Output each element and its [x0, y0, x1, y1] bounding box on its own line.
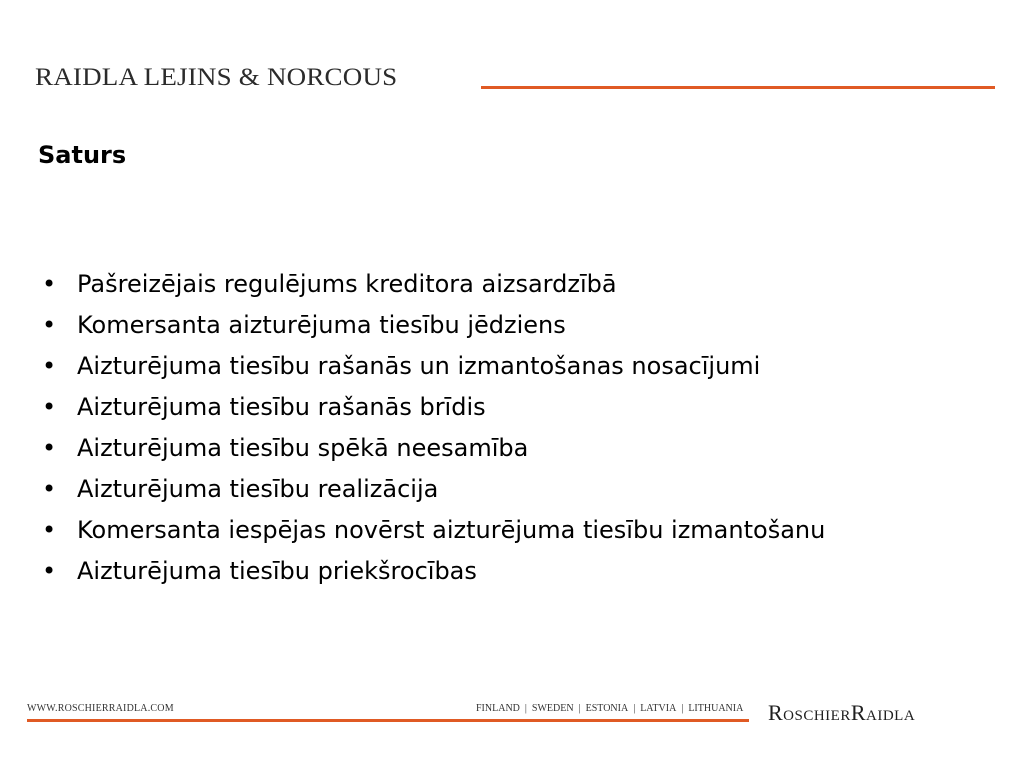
footer-url[interactable]: WWW.ROSCHIERRAIDLA.COM: [27, 703, 174, 714]
footer-countries: FINLAND | SWEDEN | ESTONIA | LATVIA | LITHUANIA: [476, 703, 744, 714]
list-item-text: Aizturējuma tiesību rašanās un izmantošanas nosacījumi: [77, 352, 761, 380]
list-item: [38, 514, 918, 547]
list-item: [38, 391, 918, 424]
country-label: SWEDEN: [531, 703, 574, 714]
list-item-text: Aizturējuma tiesību rašanās brīdis: [77, 393, 486, 421]
bullet-list: [38, 268, 918, 596]
slide-title: Saturs: [38, 141, 127, 169]
country-label: LITHUANIA: [688, 703, 744, 714]
list-item: [38, 309, 918, 342]
list-item-text: Aizturējuma tiesību realizācija: [77, 475, 439, 503]
list-item: [38, 268, 918, 301]
list-item-text: Aizturējuma tiesību priekšrocības: [77, 557, 477, 585]
list-item: [38, 350, 918, 383]
list-item: [38, 555, 918, 588]
list-item-text: Komersanta iespējas novērst aizturējuma tiesību izmantošanu: [77, 516, 826, 544]
bullet-icon: •: [42, 557, 57, 585]
bullet-icon: •: [42, 352, 57, 380]
list-item: [38, 432, 918, 465]
list-item-text: Aizturējuma tiesību spēkā neesamība: [77, 434, 529, 462]
list-item-text: Komersanta aizturējuma tiesību jēdziens: [77, 311, 566, 339]
country-label: ESTONIA: [585, 703, 629, 714]
list-item: [38, 473, 918, 506]
header-divider: [481, 86, 995, 89]
footer-logo: RoschierRaidla: [768, 700, 916, 725]
country-label: FINLAND: [476, 703, 520, 714]
footer-divider: [27, 719, 749, 722]
bullet-icon: •: [42, 393, 57, 421]
bullet-icon: •: [42, 434, 57, 462]
bullet-icon: •: [42, 516, 57, 544]
bullet-icon: •: [42, 475, 57, 503]
bullet-icon: •: [42, 311, 57, 339]
bullet-icon: •: [42, 270, 57, 298]
header-logo: RAIDLA LEJINS & NORCOUS: [35, 62, 398, 91]
list-item-text: Pašreizējais regulējums kreditora aizsardzībā: [77, 270, 617, 298]
country-label: LATVIA: [640, 703, 677, 714]
